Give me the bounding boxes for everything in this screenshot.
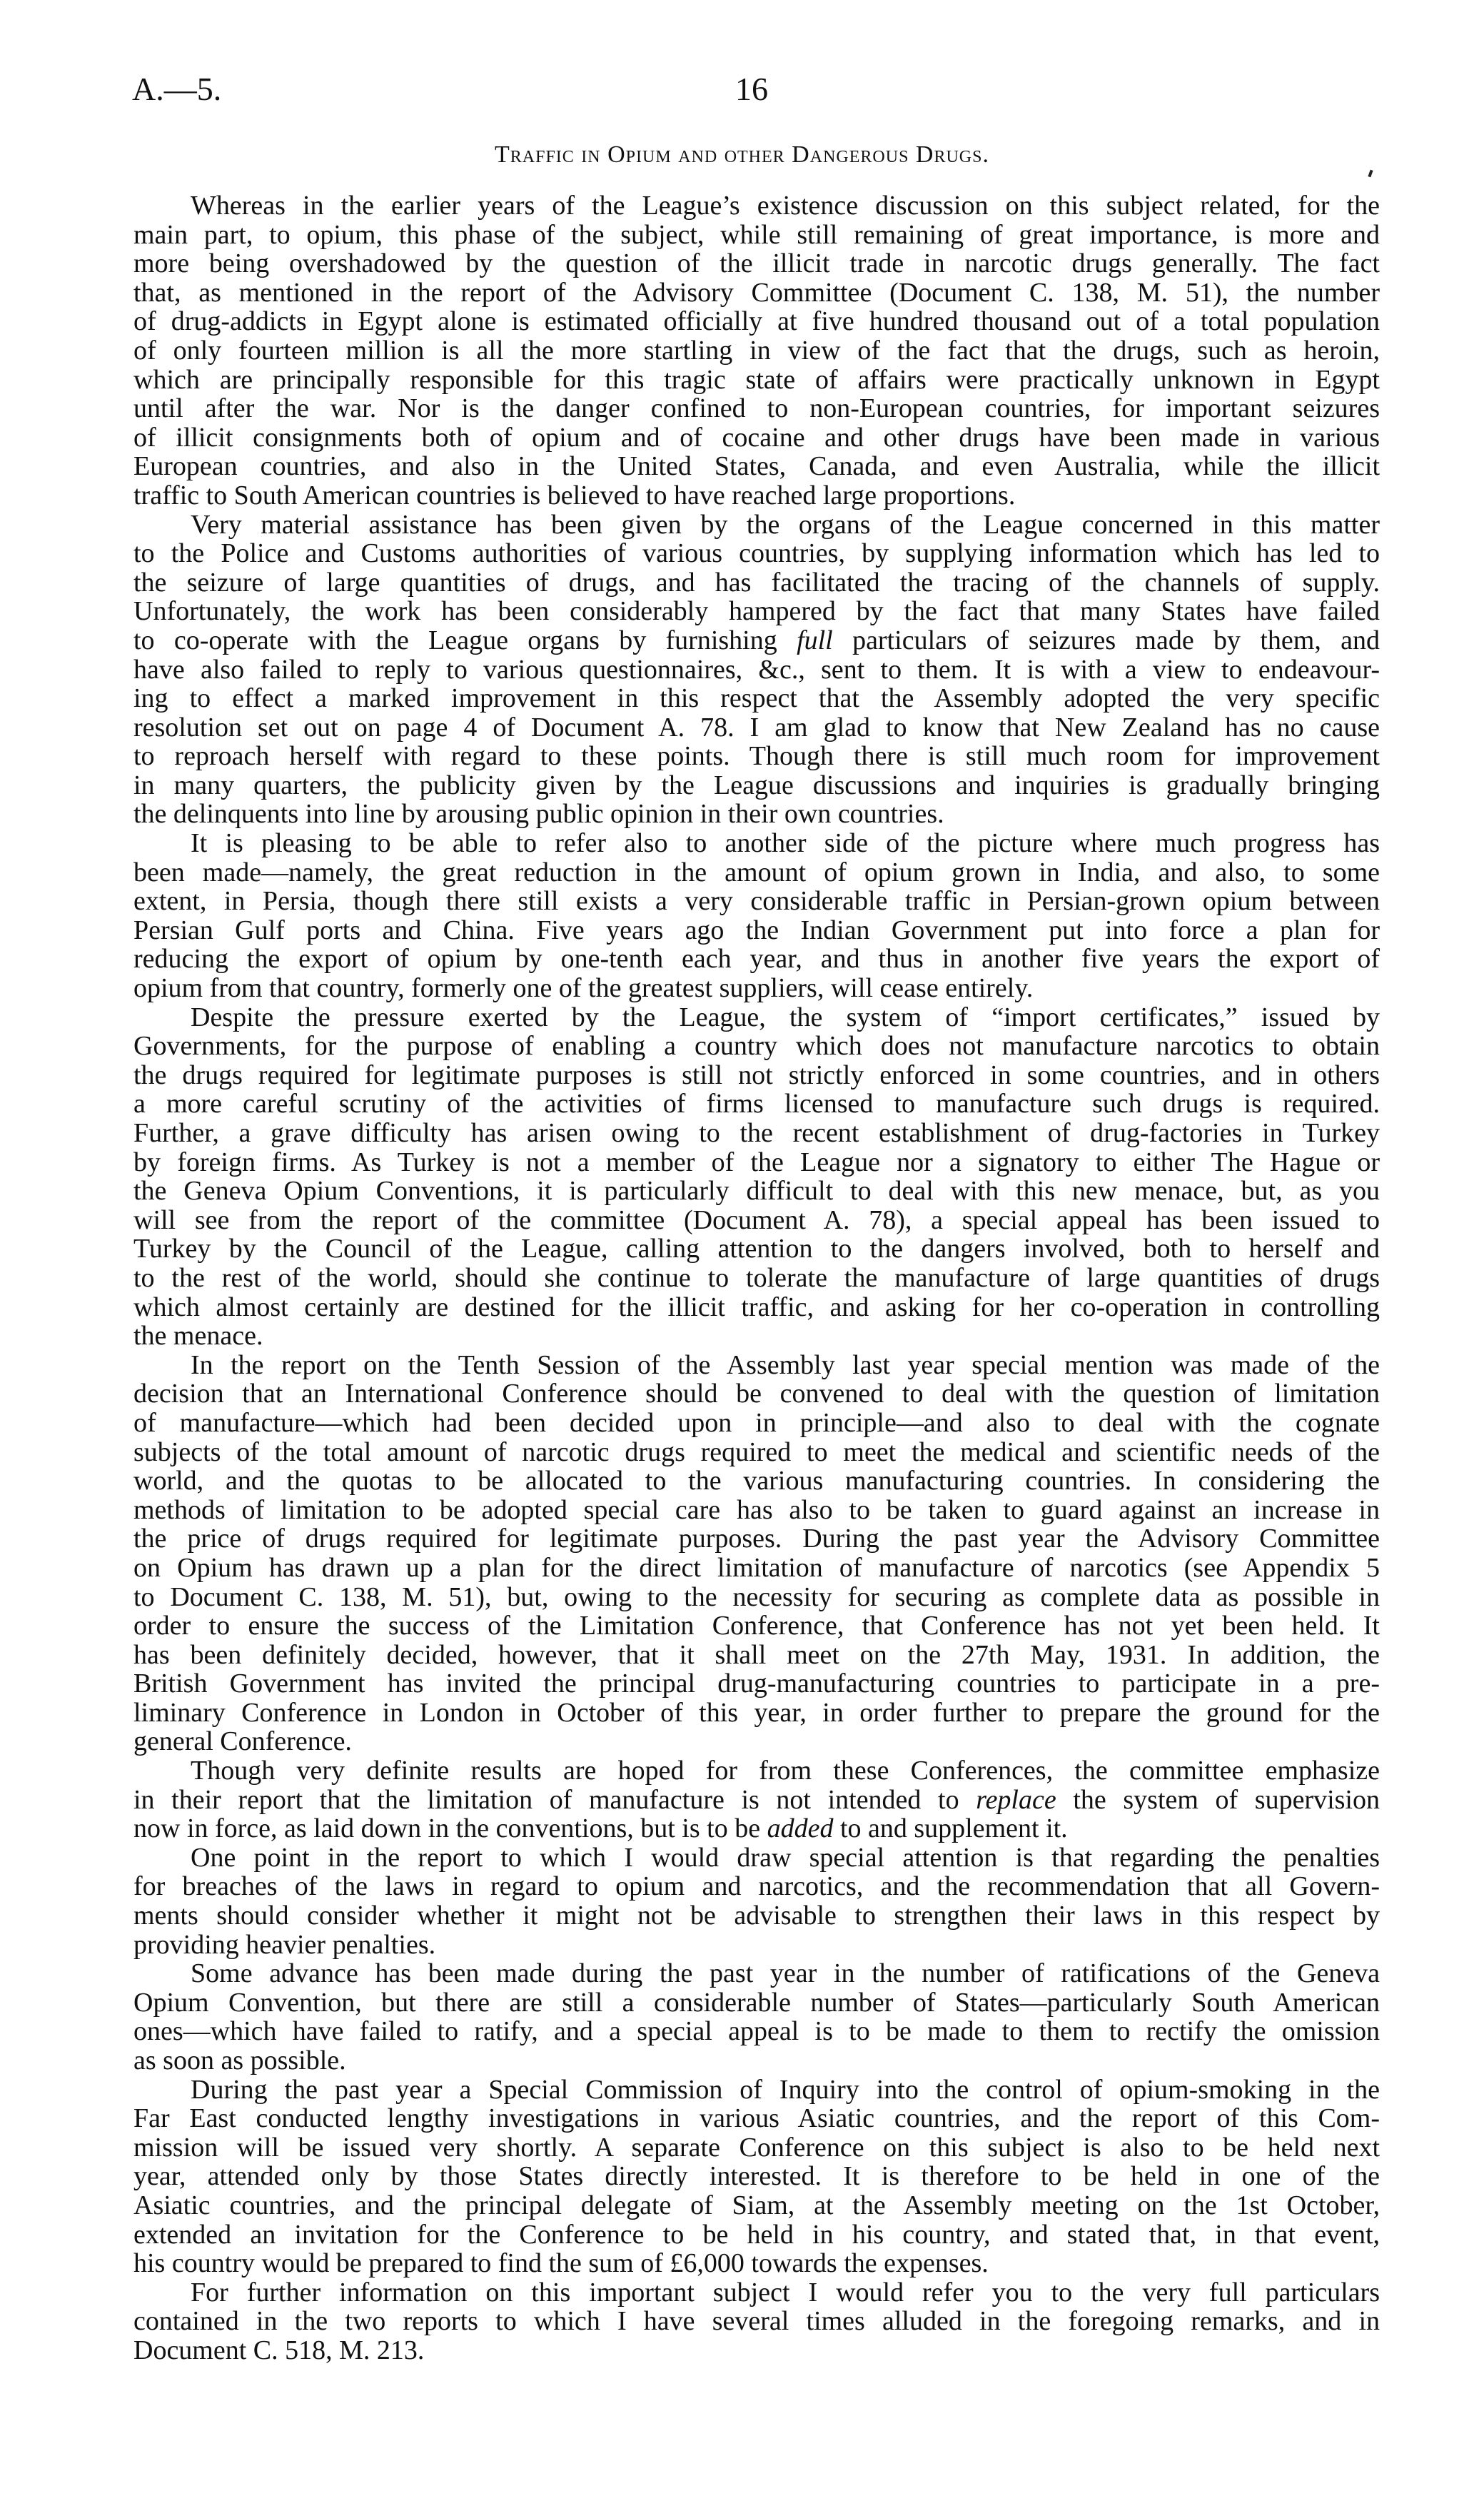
text-line: Asiatic countries, and the principal delegate of Siam, at the Assembly meeting on the 1st October,: [133, 2190, 1380, 2220]
scan-speck: [1368, 170, 1373, 178]
text-line: British Government has invited the principal drug-manufacturing countries to participate in a pre-: [133, 1669, 1380, 1699]
text-line: Further, a grave difficulty has arisen owing to the recent establishment of drug-factories in Turkey: [133, 1118, 1380, 1148]
text-line: of drug-addicts in Egypt alone is estimated officially at five hundred thousand out of a total population: [133, 306, 1380, 337]
text-line: Far East conducted lengthy investigations in various Asiatic countries, and the report of this Com-: [133, 2103, 1380, 2134]
paragraph: [133, 191, 1380, 510]
text-line: Document C. 518, M. 213.: [133, 2335, 425, 2365]
text-line: of illicit consignments both of opium and of cocaine and other drugs have been made in various: [133, 422, 1380, 453]
text-line: Though very definite results are hoped for from these Conferences, the committee emphasize: [191, 1756, 1380, 1786]
paragraph: [133, 1003, 1380, 1351]
page-number: 16: [735, 71, 768, 107]
text-segment: in their report that the limitation of manufacture is not intended to: [133, 1784, 976, 1815]
text-line: ones—which have failed to ratify, and a special appeal is to be made to them to rectify the omission: [133, 2016, 1380, 2047]
text-line: the Geneva Opium Conventions, it is particularly difficult to deal with this new menace, but, as you: [133, 1176, 1380, 1207]
text-line: world, and the quotas to be allocated to the various manufacturing countries. In considering the: [133, 1466, 1380, 1496]
paragraph: [133, 2075, 1380, 2278]
text-line: liminary Conference in London in October of this year, in order further to prepare the ground for the: [133, 1697, 1380, 1728]
text-line: European countries, and also in the United States, Canada, and even Australia, while the illicit: [133, 451, 1380, 482]
text-line: has been definitely decided, however, that it shall meet on the 27th May, 1931. In addition, the: [133, 1639, 1380, 1670]
text-line: the drugs required for legitimate purposes is still not strictly enforced in some countries, and in others: [133, 1060, 1380, 1090]
text-line: Turkey by the Council of the League, calling attention to the dangers involved, both to herself and: [133, 1234, 1380, 1264]
text-line: One point in the report to which I would draw special attention is that regarding the penalties: [191, 1842, 1380, 1873]
text-line: methods of limitation to be adopted special care has also to be taken to guard against an increase in: [133, 1494, 1380, 1525]
text-line: resolution set out on page 4 of Document A. 78. I am glad to know that New Zealand has no cause: [133, 712, 1380, 743]
text-line: reducing the export of opium by one-tenth each year, and thus in another five years the export of: [133, 944, 1380, 975]
text-line: that, as mentioned in the report of the Advisory Committee (Document C. 138, M. 51), the number: [133, 277, 1380, 308]
text-line: a more careful scrutiny of the activities of firms licensed to manufacture such drugs is required.: [133, 1089, 1380, 1119]
text-line: year, attended only by those States directly interested. It is therefore to be held in one of the: [133, 2161, 1380, 2192]
paragraph: [133, 1959, 1380, 2075]
text-line: ments should consider whether it might not be advisable to strengthen their laws in this respect by: [133, 1901, 1380, 1931]
text-line: decision that an International Conference should be convened to deal with the question of limitation: [133, 1379, 1380, 1409]
text-line: until after the war. Nor is the danger confined to non-European countries, for important seizures: [133, 393, 1380, 424]
text-line: Persian Gulf ports and China. Five years ago the Indian Government put into force a plan for: [133, 915, 1380, 945]
text-line: mission will be issued very shortly. A separate Conference on this subject is also to be held next: [133, 2132, 1380, 2163]
paragraph: [133, 1351, 1380, 1756]
text-line: [133, 626, 1380, 655]
text-line: by foreign firms. As Turkey is not a member of the League nor a signatory to either The Hague or: [133, 1147, 1380, 1177]
text-line: general Conference.: [133, 1726, 352, 1757]
italic-emphasis: replace: [976, 1784, 1056, 1815]
text-line: for breaches of the laws in regard to opium and narcotics, and the recommendation that all Govern-: [133, 1871, 1380, 1902]
text-line: to Document C. 138, M. 51), but, owing to the necessity for securing as complete data as possible in: [133, 1581, 1380, 1612]
text-line: to the Police and Customs authorities of various countries, by supplying information which has led to: [133, 538, 1380, 569]
text-line: extended an invitation for the Conference to be held in his country, and stated that, in that event,: [133, 2219, 1380, 2250]
text-line: of only fourteen million is all the more startling in view of the fact that the drugs, such as heroin,: [133, 335, 1380, 366]
text-line: of manufacture—which had been decided upon in principle—and also to deal with the cognate: [133, 1407, 1380, 1438]
text-line: which almost certainly are destined for the illicit traffic, and asking for her co-operation in controlling: [133, 1292, 1380, 1322]
text-line: Unfortunately, the work has been considerably hampered by the fact that many States have failed: [133, 596, 1380, 627]
italic-emphasis: full: [797, 625, 833, 655]
text-line: more being overshadowed by the question of the illicit trade in narcotic drugs generally. The fact: [133, 248, 1380, 279]
text-line: extent, in Persia, though there still exists a very considerable traffic in Persian-grown opium between: [133, 886, 1380, 917]
text-line: been made—namely, the great reduction in the amount of opium grown in India, and also, to some: [133, 857, 1380, 887]
italic-emphasis: added: [767, 1813, 834, 1844]
paragraph: [133, 1756, 1380, 1843]
text-line: to reproach herself with regard to these points. Though there is still much room for improvement: [133, 741, 1380, 772]
text-line: the seizure of large quantities of drugs, and has facilitated the tracing of the channels of supply.: [133, 567, 1380, 598]
text-line: will see from the report of the committee (Document A. 78), a special appeal has been issued to: [133, 1204, 1380, 1235]
text-line: on Opium has drawn up a plan for the direct limitation of manufacture of narcotics (see Appendix 5: [133, 1552, 1380, 1583]
text-line: main part, to opium, this phase of the subject, while still remaining of great importance, is more and: [133, 219, 1380, 250]
text-line: For further information on this important subject I would refer you to the very full particulars: [191, 2277, 1380, 2308]
section-title: Traffic in Opium and other Dangerous Drugs.: [495, 141, 989, 168]
document-reference: A.—5.: [132, 71, 222, 107]
text-line: the delinquents into line by arousing public opinion in their own countries.: [133, 799, 944, 830]
text-line: During the past year a Special Commission of Inquiry into the control of opium-smoking in the: [191, 2074, 1380, 2105]
text-line: ing to effect a marked improvement in this respect that the Assembly adopted the very specific: [133, 683, 1380, 714]
paragraph: [133, 1843, 1380, 1959]
text-line: Governments, for the purpose of enabling a country which does not manufacture narcotics to obtain: [133, 1031, 1380, 1062]
text-line: his country would be prepared to find the sum of £6,000 towards the expenses.: [133, 2248, 989, 2279]
text-segment: particulars of seizures made by them, and: [832, 625, 1380, 655]
text-line: Opium Convention, but there are still a considerable number of States—particularly South American: [133, 1987, 1380, 2018]
text-line: Some advance has been made during the past year in the number of ratifications of the Geneva: [191, 1958, 1380, 1989]
text-line: the menace.: [133, 1321, 263, 1352]
text-line: to the rest of the world, should she continue to tolerate the manufacture of large quantities of drugs: [133, 1262, 1380, 1293]
text-line: traffic to South American countries is believed to have reached large proportions.: [133, 480, 1016, 510]
text-line: have also failed to reply to various questionnaires, &c., sent to them. It is with a view to endeavour-: [133, 654, 1380, 685]
text-line: In the report on the Tenth Session of the Assembly last year special mention was made of the: [191, 1349, 1380, 1380]
text-segment: to and supplement it.: [833, 1813, 1068, 1844]
paragraph: [133, 829, 1380, 1003]
text-line: opium from that country, formerly one of the greatest suppliers, will cease entirely.: [133, 973, 1034, 1004]
text-line: as soon as possible.: [133, 2045, 346, 2075]
text-line: which are principally responsible for this tragic state of affairs were practically unknown in Egypt: [133, 364, 1380, 395]
text-line: [133, 1786, 1380, 1815]
text-line: the price of drugs required for legitimate purposes. During the past year the Advisory Committee: [133, 1524, 1380, 1554]
text-line: providing heavier penalties.: [133, 1929, 436, 1960]
text-line: in many quarters, the publicity given by the League discussions and inquiries is gradually bringing: [133, 770, 1380, 800]
paragraph: [133, 2278, 1380, 2365]
text-line: It is pleasing to be able to refer also to another side of the picture where much progress has: [191, 828, 1380, 859]
text-segment: the system of supervision: [1056, 1784, 1380, 1815]
text-line: contained in the two reports to which I have several times alluded in the foregoing remarks, and in: [133, 2306, 1380, 2337]
text-segment: to co-operate with the League organs by furnishing: [133, 625, 797, 655]
text-segment: now in force, as laid down in the conventions, but is to be: [133, 1813, 767, 1844]
paragraph: [133, 510, 1380, 830]
text-line: Whereas in the earlier years of the League’s existence discussion on this subject related, for the: [191, 191, 1380, 221]
text-line: Very material assistance has been given by the organs of the League concerned in this matter: [191, 509, 1380, 540]
body-text: [133, 191, 1380, 2365]
text-line: subjects of the total amount of narcotic drugs required to meet the medical and scientific needs of the: [133, 1436, 1380, 1467]
text-line: order to ensure the success of the Limitation Conference, that Conference has not yet been held. It: [133, 1611, 1380, 1641]
text-line: Despite the pressure exerted by the League, the system of “import certificates,” issued by: [191, 1002, 1380, 1032]
text-line: [133, 1814, 1380, 1843]
